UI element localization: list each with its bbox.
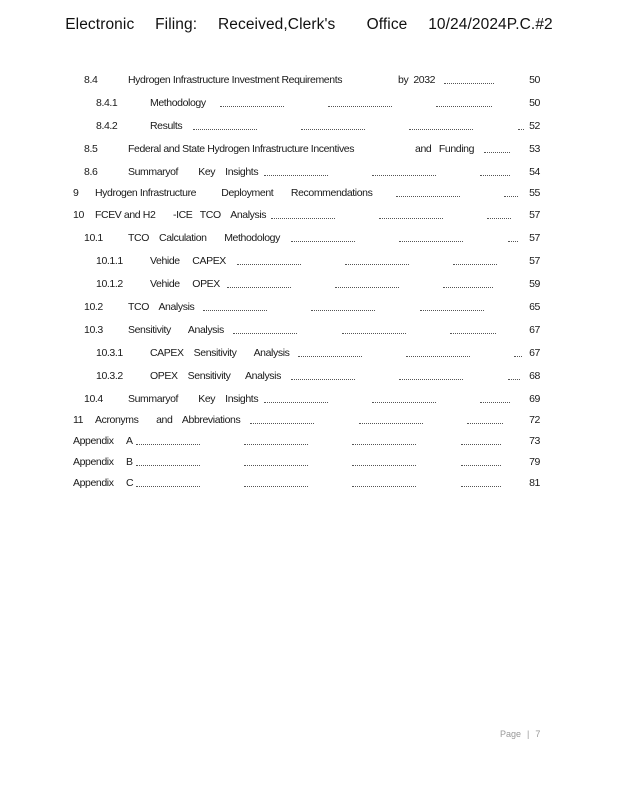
toc-title: OPEX Sensitivity Analysis [150, 370, 281, 382]
toc-number: 10.4 [84, 393, 103, 405]
toc-entry[interactable] [0, 164, 618, 180]
toc-leader-dots [484, 141, 510, 153]
toc-number: 9 [73, 187, 79, 199]
toc-number: 8.6 [84, 166, 98, 178]
toc-leader-dots [352, 454, 416, 466]
toc-title: Hydrogen Infrastructure Investment Requirements [128, 74, 343, 86]
toc-title: Results [150, 120, 183, 132]
toc-leader-dots [264, 164, 328, 176]
toc-leader-dots [136, 475, 200, 487]
toc-number: 8.5 [84, 143, 98, 155]
toc-entry[interactable] [0, 345, 618, 361]
toc-page-number: 59 [529, 278, 540, 290]
toc-title: CAPEX Sensitivity Analysis [150, 347, 290, 359]
toc-title-extra: by 2032 [398, 74, 436, 86]
toc-title: Vehide CAPEX [150, 255, 226, 267]
toc-title: TCO Calculation Methodology [128, 232, 280, 244]
toc-leader-dots [461, 454, 501, 466]
toc-page-number: 54 [529, 166, 540, 178]
toc-page-number: 67 [529, 347, 540, 359]
toc-page-number: 73 [529, 435, 540, 447]
toc-title: C [126, 477, 134, 489]
toc-leader-dots [518, 118, 524, 130]
toc-leader-dots [372, 391, 436, 403]
toc-leader-dots [136, 433, 200, 445]
toc-page-number: 72 [529, 414, 540, 426]
toc-title: A [126, 435, 133, 447]
toc-entry[interactable] [0, 391, 618, 407]
toc-entry[interactable] [0, 141, 618, 157]
toc-leader-dots [443, 276, 493, 288]
toc-leader-dots [450, 322, 496, 334]
toc-leader-dots [514, 345, 522, 357]
toc-leader-dots [342, 322, 406, 334]
toc-entry[interactable] [0, 368, 618, 384]
page-footer [500, 729, 540, 739]
toc-number: 10.2 [84, 301, 103, 313]
toc-entry[interactable] [0, 253, 618, 269]
toc-leader-dots [136, 454, 200, 466]
toc-leader-dots [379, 207, 443, 219]
toc-number: Appendix [73, 477, 114, 489]
toc-entry[interactable] [0, 185, 618, 201]
toc-leader-dots [233, 322, 297, 334]
footer-separator: | [527, 729, 530, 739]
toc-title: Hydrogen Infrastructure Deployment Recommendations [95, 187, 373, 199]
toc-page-number: 53 [529, 143, 540, 155]
toc-leader-dots [409, 118, 473, 130]
toc-page-number: 57 [529, 255, 540, 267]
toc-page-number: 81 [529, 477, 540, 489]
toc-number: 10.3 [84, 324, 103, 336]
toc-leader-dots [399, 230, 463, 242]
toc-entry[interactable] [0, 475, 618, 491]
toc-page-number: 69 [529, 393, 540, 405]
toc-number: 8.4.1 [96, 97, 118, 109]
toc-number: 8.4.2 [96, 120, 118, 132]
toc-title: Vehide OPEX [150, 278, 220, 290]
toc-leader-dots [311, 299, 375, 311]
toc-leader-dots [453, 253, 497, 265]
toc-leader-dots [237, 253, 301, 265]
toc-title: Acronyms and Abbreviations [95, 414, 241, 426]
toc-page-number: 50 [529, 74, 540, 86]
toc-page-number: 68 [529, 370, 540, 382]
toc-leader-dots [436, 95, 492, 107]
toc-leader-dots [193, 118, 257, 130]
toc-title: TCO Analysis [128, 301, 195, 313]
toc-page-number: 50 [529, 97, 540, 109]
toc-leader-dots [461, 433, 501, 445]
toc-leader-dots [291, 230, 355, 242]
toc-entry[interactable] [0, 230, 618, 246]
toc-leader-dots [352, 433, 416, 445]
toc-leader-dots [461, 475, 501, 487]
toc-leader-dots [467, 412, 503, 424]
toc-leader-dots [396, 185, 460, 197]
toc-number: Appendix [73, 435, 114, 447]
toc-title-extra: and Funding [415, 143, 475, 155]
toc-leader-dots [271, 207, 335, 219]
toc-leader-dots [244, 475, 308, 487]
toc-title: Federal and State Hydrogen Infrastructure Incentives [128, 143, 355, 155]
toc-title: Sensitivity Analysis [128, 324, 224, 336]
toc-leader-dots [480, 164, 510, 176]
toc-title: Summaryof Key Insights [128, 166, 259, 178]
toc-number: 10.1.2 [96, 278, 123, 290]
toc-leader-dots [345, 253, 409, 265]
toc-page-number: 65 [529, 301, 540, 313]
toc-leader-dots [480, 391, 510, 403]
footer-page-label: Page [500, 729, 522, 739]
filing-header: Electronic Filing: Received,Clerk's Office 10/24/2024P.C.#2 [65, 16, 553, 33]
toc-leader-dots [203, 299, 267, 311]
toc-leader-dots [508, 368, 520, 380]
toc-entry[interactable] [0, 95, 618, 111]
toc-leader-dots [227, 276, 291, 288]
toc-number: 10 [73, 209, 84, 221]
toc-leader-dots [244, 433, 308, 445]
toc-leader-dots [504, 185, 518, 197]
toc-entry[interactable] [0, 433, 618, 449]
toc-leader-dots [420, 299, 484, 311]
toc-number: 8.4 [84, 74, 98, 86]
toc-leader-dots [328, 95, 392, 107]
toc-entry[interactable] [0, 276, 618, 292]
toc-page-number: 67 [529, 324, 540, 336]
footer-page-number: 7 [535, 729, 541, 739]
toc-page-number: 52 [529, 120, 540, 132]
toc-leader-dots [487, 207, 511, 219]
toc-leader-dots [335, 276, 399, 288]
toc-leader-dots [250, 412, 314, 424]
toc-number: 10.1.1 [96, 255, 123, 267]
toc-title: Methodology [150, 97, 206, 109]
toc-leader-dots [359, 412, 423, 424]
toc-leader-dots [220, 95, 284, 107]
toc-entry[interactable] [0, 207, 618, 223]
toc-leader-dots [372, 164, 436, 176]
toc-page-number: 79 [529, 456, 540, 468]
toc-leader-dots [298, 345, 362, 357]
toc-leader-dots [508, 230, 518, 242]
toc-leader-dots [301, 118, 365, 130]
toc-entry[interactable] [0, 412, 618, 428]
toc-number: 10.3.1 [96, 347, 123, 359]
toc-leader-dots [291, 368, 355, 380]
toc-entry[interactable] [0, 299, 618, 315]
toc-leader-dots [399, 368, 463, 380]
toc-title: B [126, 456, 133, 468]
toc-page-number: 57 [529, 209, 540, 221]
toc-number: 10.1 [84, 232, 103, 244]
toc-leader-dots [406, 345, 470, 357]
toc-entry[interactable] [0, 454, 618, 470]
toc-number: Appendix [73, 456, 114, 468]
toc-title: Summaryof Key Insights [128, 393, 259, 405]
toc-title: FCEV and H2 -ICE TCO Analysis [95, 209, 267, 221]
toc-leader-dots [264, 391, 328, 403]
toc-number: 10.3.2 [96, 370, 123, 382]
toc-number: 11 [73, 414, 84, 426]
toc-page-number: 57 [529, 232, 540, 244]
toc-entry[interactable] [0, 322, 618, 338]
toc-page-number: 55 [529, 187, 540, 199]
toc-leader-dots [444, 72, 494, 84]
toc-entry[interactable] [0, 72, 618, 88]
toc-leader-dots [352, 475, 416, 487]
toc-leader-dots [244, 454, 308, 466]
toc-entry[interactable] [0, 118, 618, 134]
